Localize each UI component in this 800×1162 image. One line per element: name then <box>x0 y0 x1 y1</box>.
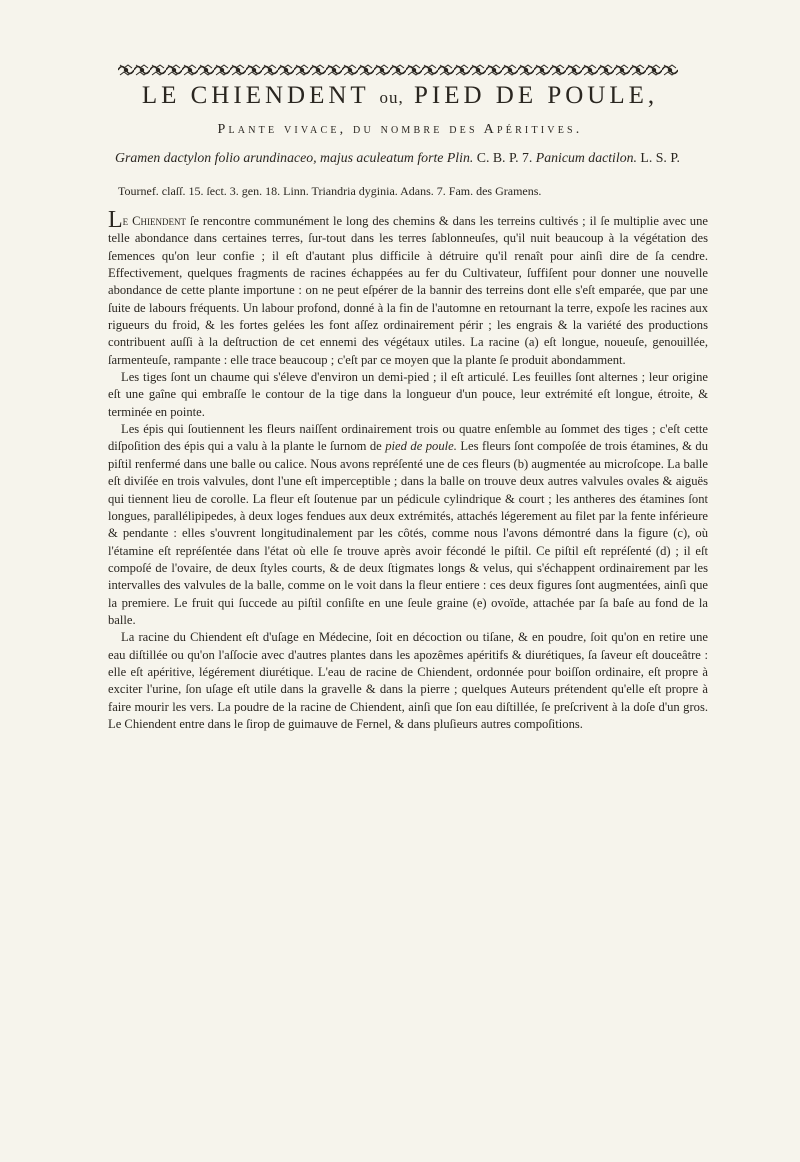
page-title <box>0 82 800 110</box>
bauhin-name: Gramen dactylon folio arundinaceo, majus aculeatum forte Plin. <box>115 150 474 165</box>
drop-cap: L <box>108 207 123 233</box>
linnaeus-reference: L. S. P. <box>640 150 680 165</box>
paragraph-1-text: ſe rencontre communément le long des chemins & dans les terreins cultivés ; il ſe multiplie avec une telle abondance dans certaines terres, ſur-tout dans les terres ſablonneuſes, qu'il nuit beaucoup à la végétation des ſemences qu'on leur confie ; il eſt d'autant plus difficile à détruire qu'il renaît pour ainſi dire de ſa cendre. Effectivement, quelques fragments de racines échappées au fer du Cultivateur, ſuffiſent pour donner une nouvelle abondance de cette plante importune : on ne peut eſpérer de la bannir des terreins dont elle s'eſt emparée, que par une ſuite de labours fréquents. Un labour profond, donné à la fin de l'automne en retournant la terre, expoſe les racines aux rigueurs du froid, & les fortes gelées les font aſſez ordinairement périr ; les engrais & la variété des productions contribuent auſſi à la deſtruction de cet ennemi des végétaux utiles. La racine (a) eſt longue, noueuſe, genouillée, ſarmenteuſe, rampante : elle trace beaucoup ; c'eſt par ce moyen que la plante ſe produit abondamment. <box>108 214 708 367</box>
paragraph-3-text-a: Les épis qui ſoutiennent les fleurs naiſſent ordinairement trois ou quatre enſemble au ſommet des tiges ; c'eſt cette diſpoſition des épis qui a valu à la plante le ſurnom de <box>108 422 708 454</box>
linnaeus-name: Panicum dactilon. <box>535 150 637 165</box>
title-alternate: PIED DE POULE, <box>413 82 659 109</box>
plant-name-smallcaps: e Chiendent <box>122 214 186 228</box>
paragraph-2: Les tiges ſont un chaume qui s'éleve d'environ un demi-pied ; il eſt articulé. Les feuilles ſont alternes ; leur origine eſt une gaîne qui embraſſe le contour de la tige dans la longueur d'un pouce, leur extrémité eſt longue, étroite, & terminée en pointe. <box>108 370 708 419</box>
paragraph-3-text-b: Les fleurs ſont compoſée de trois étamines, & du piſtil renfermé dans une balle ou calice. Nous avons repréſenté une de ces fleurs (b) augmentée au microſcope. La balle eſt diviſée en trois valvules, dont l'une eſt imperceptible ; dans la balle on trouve deux autres valvules ovales & aiguës qui tiennent lieu de corolle. La fleur eſt ſoutenue par un pédicule cylindrique & court ; les antheres des étamines ſont longues, parallélipipedes, à deux loges fendues aux deux extrémités, attachés légerement au filet par la fente inférieure & pendante : elles s'ouvrent longitudinalement par les côtés, comme nous l'avons démontré dans la figure (c), où l'étamine eſt repréſentée dans l'état où elle ſe trouve après avoir fécondé le piſtil. Ce piſtil eſt repréſenté (d) ; il eſt compoſé de l'ovaire, de deux ſtyles courts, & de deux ſtigmates longs & velus, qui s'échappent ordinairement par les intervalles des valvules de la balle, comme on le voit dans la fleur entiere : ces deux figures ſont augmentées, ainſi que la premiere. Le fruit qui ſuccede au piſtil conſiſte en une ſeule graine (e) ovoïde, attachée par ſa baſe au fond de la balle. <box>108 439 708 627</box>
classification-line: Tournef. claſſ. 15. ſect. 3. gen. 18. Linn. Triandria dyginia. Adans. 7. Fam. des Gramens. <box>118 184 542 198</box>
paragraph-4: La racine du Chiendent eſt d'uſage en Médecine, ſoit en décoction ou tiſane, & en poudre, ſoit qu'on en retire une eau diſtillée ou qu'on l'aſſocie avec d'autres plantes dans les apozêmes apéritifs & diurétiques, ſa ſaveur eſt douceâtre : elle eſt apéritive, légérement diurétique. L'eau de racine de Chiendent, ordonnée pour boiſſon ordinaire, eſt propre à exciter l'urine, ſon uſage eſt utile dans la gravelle & dans la pierre ; quelques Auteurs prétendent qu'elle eſt propre à faire mourir les vers. La poudre de la racine de Chiendent, ainſi que ſon eau diſtillée, ſe preſcrivent à la doſe d'un gros. Le Chiendent entre dans le ſirop de guimauve de Fernel, & dans pluſieurs autres compoſitions. <box>108 630 708 731</box>
decorative-ornament-band <box>118 62 678 78</box>
paragraph-3-italic: pied de poule. <box>385 439 457 454</box>
title-conjunction: ou, <box>379 88 404 107</box>
title-main: LE CHIENDENT <box>141 82 370 109</box>
paragraph-3 <box>108 421 708 629</box>
bauhin-reference: C. B. P. 7. <box>476 150 533 165</box>
page-subtitle: Plante vivace, du nombre des Apéritives. <box>217 122 583 137</box>
botanical-synonyms <box>115 150 695 166</box>
body-text <box>108 207 708 733</box>
paragraph-1 <box>108 207 708 369</box>
